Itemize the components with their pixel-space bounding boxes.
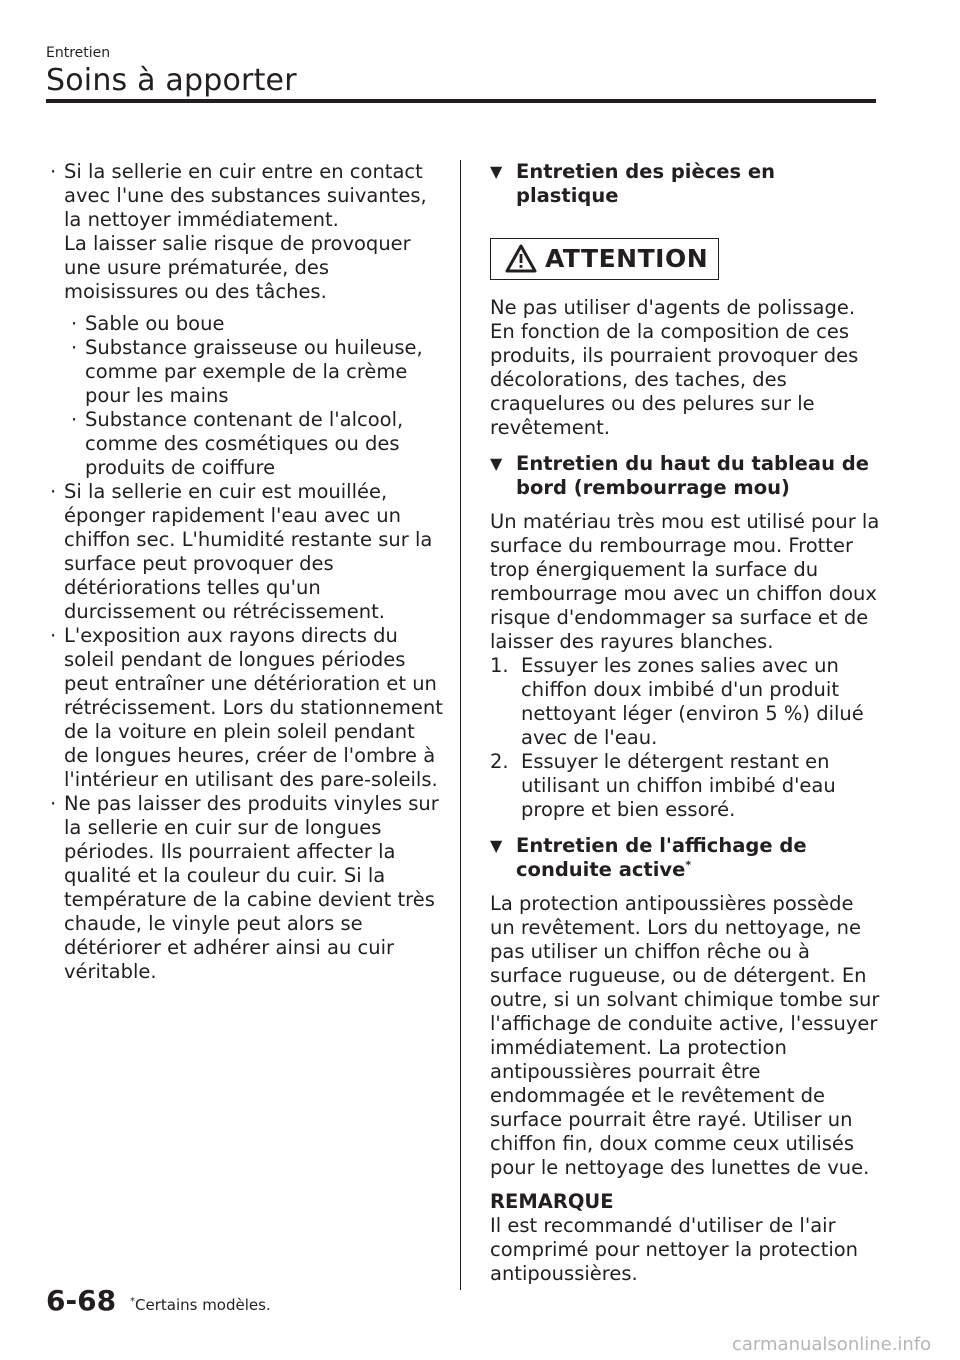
- heading-text: Entretien de l'affichage de conduite active: [516, 834, 807, 881]
- step-number: 2.: [490, 750, 509, 773]
- triangle-down-icon: ▼: [490, 162, 503, 181]
- step-item: [490, 654, 880, 750]
- dashboard-text: Un matériau très mou est utilisé pour la surface du rembourrage mou. Frotter trop énergiquement la surface du rembourrage mou avec un chiffon doux risque d'endommager sa surface et de laisser des rayures blanches.: [490, 510, 880, 653]
- step-text: Essuyer le détergent restant en utilisant un chiffon imbibé d'eau propre et bien essoré.: [521, 750, 836, 821]
- step-text: Essuyer les zones salies avec un chiffon doux imbibé d'un produit nettoyant léger (environ 5 %) dilué avec de l'eau.: [521, 654, 864, 749]
- step-number: 1.: [490, 654, 509, 677]
- note-label: REMARQUE: [490, 1190, 614, 1213]
- page-title: Soins à apporter: [46, 63, 297, 98]
- bullet-item: · L'exposition aux rayons directs du soleil pendant de longues périodes peut entraîner une détérioration et un rétrécissement. Lors du stationnement de la voiture en plein soleil pendant de longues heures, créer de l'ombre à l'intérieur en utilisant des pare-soleils.: [50, 624, 445, 792]
- triangle-down-icon: ▼: [490, 836, 503, 855]
- footnote-mark: *: [685, 858, 692, 872]
- footnote-mark: *: [130, 1296, 135, 1307]
- section-heading: [490, 452, 880, 500]
- page-header: [46, 44, 876, 98]
- bullet-item: · Ne pas laisser des produits vinyles sur la sellerie en cuir sur de longues périodes. Ils pourraient affecter la qualité et la couleur du cuir. Si la température de la cabine devient très chaude, le vinyle peut alors se détériorer et adhérer ainsi au cuir véritable.: [50, 792, 445, 984]
- header-rule: [46, 99, 876, 103]
- page-number: 6-68: [46, 1284, 117, 1317]
- warning-triangle-icon: [505, 244, 537, 274]
- section-label: Entretien: [46, 45, 111, 61]
- bullet-text: · Si la sellerie en cuir entre en contact avec l'une des substances suivantes, la nettoyer immédiatement.: [64, 160, 427, 231]
- footnote-text: Certains modèles.: [135, 1296, 271, 1314]
- left-column: [50, 160, 445, 984]
- bullet-text-cont: La laisser salie risque de provoquer une usure prématurée, des moisissures ou des tâches.: [64, 232, 411, 303]
- sub-item: · Substance contenant de l'alcool, comme des cosmétiques ou des produits de coiffure: [50, 408, 445, 480]
- section-heading: [490, 160, 880, 208]
- note-text: Il est recommandé d'utiliser de l'air comprimé pour nettoyer la protection antipoussières.: [490, 1214, 859, 1285]
- sub-list: [50, 312, 445, 480]
- bullet-item: [50, 160, 445, 304]
- footnote: [130, 1296, 271, 1314]
- triangle-down-icon: ▼: [490, 454, 503, 473]
- sub-item: · Substance graisseuse ou huileuse, comme par exemple de la crème pour les mains: [50, 336, 445, 408]
- heading-text: Entretien des pièces en plastique: [516, 160, 776, 207]
- watermark: carmanualsonline.info: [732, 1334, 932, 1355]
- bullet-item: · Si la sellerie en cuir est mouillée, éponger rapidement l'eau avec un chiffon sec. L'humidité restante sur la surface peut provoquer des détériorations telles qu'un durcissement ou rétrécissement.: [50, 480, 445, 624]
- right-column: [490, 160, 880, 1286]
- attention-text: Ne pas utiliser d'agents de polissage. En fonction de la composition de ces produits, ils pourraient provoquer des décolorations, des taches, des craquelures ou des pelures sur le revêtement.: [490, 296, 859, 439]
- step-item: [490, 750, 880, 822]
- attention-label: ATTENTION: [545, 244, 709, 273]
- sub-item: · Sable ou boue: [50, 312, 445, 336]
- heading-text: Entretien du haut du tableau de bord (rembourrage mou): [516, 452, 869, 499]
- column-divider: [460, 160, 461, 1290]
- section-heading: [490, 834, 880, 882]
- attention-box: [490, 238, 719, 280]
- display-text: La protection antipoussières possède un revêtement. Lors du nettoyage, ne pas utiliser un chiffon rêche ou à surface rugueuse, ou de détergent. En outre, si un solvant chimique tombe sur l'affichage de conduite active, l'essuyer immédiatement. La protection antipoussières pourrait être endommagée et le revêtement de surface pourrait être rayé. Utiliser un chiffon fin, doux comme ceux utilisés pour le nettoyage des lunettes de vue.: [490, 892, 880, 1179]
